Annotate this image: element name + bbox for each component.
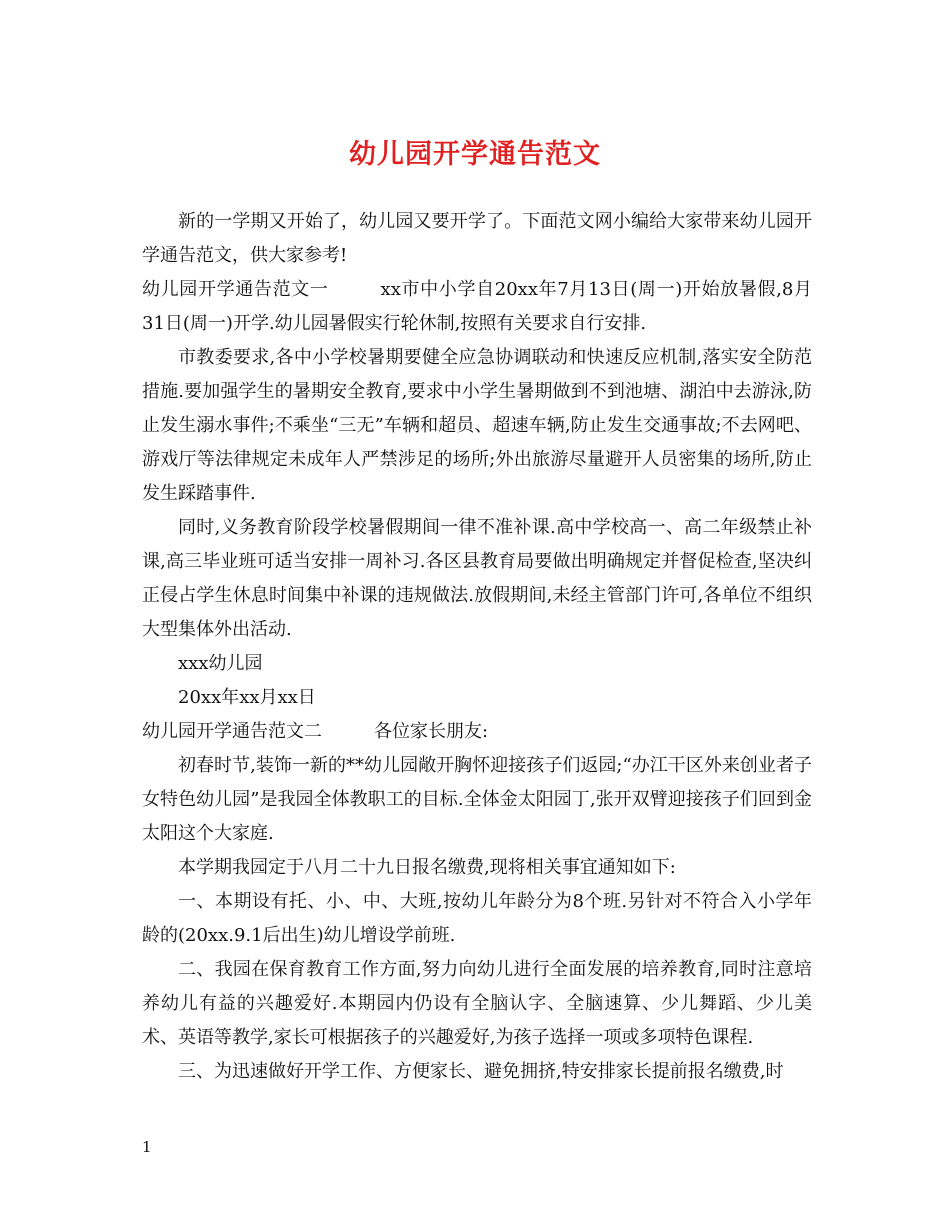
section1-heading: 幼儿园开学通告范文一 (142, 279, 329, 300)
list-item-3: 三、为迅速做好开学工作、方便家长、避免拥挤,特安排家长提前报名缴费,时 (178, 1061, 784, 1082)
document-title: 幼儿园开学通告范文 (349, 139, 601, 170)
section2-paragraph (142, 715, 812, 749)
intro-paragraph: 新的一学期又开始了，幼儿园又要开学了。下面范文网小编给大家带来幼儿园开学通告范文，供大家参考! (142, 211, 812, 266)
section2-greeting: 各位家长朋友: (374, 721, 489, 742)
tutoring-paragraph: 同时,义务教育阶段学校暑假期间一律不准补课.高中学校高一、高二年级禁止补课,高三毕业班可适当安排一周补习.各区县教育局要做出明确规定并督促检查,坚决纠正侵占学生休息时间集中补课的违规做法.放假期间,未经主管部门许可,各单位不组织大型集体外出活动. (142, 517, 812, 640)
section1-paragraph (142, 273, 812, 341)
signature-date: 20xx年xx月xx日 (178, 687, 316, 708)
section2-heading: 幼儿园开学通告范文二 (142, 721, 322, 742)
spring-paragraph: 初春时节,装饰一新的**幼儿园敞开胸怀迎接孩子们返园;“办江干区外来创业者子女特色幼儿园”是我园全体教职工的目标.全体金太阳园丁,张开双臂迎接孩子们回到金太阳这个大家庭. (142, 755, 812, 844)
page-number: 1 (142, 1138, 152, 1156)
document-body (142, 205, 812, 1089)
registration-paragraph: 本学期我园定于八月二十九日报名缴费,现将相关事宜通知如下: (178, 857, 676, 878)
safety-paragraph: 市教委要求,各中小学校暑期要健全应急协调联动和快速反应机制,落实安全防范措施.要加强学生的暑期安全教育,要求中小学生暑期做到不到池塘、湖泊中去游泳,防止发生溺水事件;不乘坐“三无”车辆和超员、超速车辆,防止发生交通事故;不去网吧、游戏厅等法律规定未成年人严禁涉足的场所;外出旅游尽量避开人员密集的场所,防止发生踩踏事件. (142, 347, 812, 504)
signature-org: xxx幼儿园 (178, 653, 263, 674)
list-item-1: 一、本期设有托、小、中、大班,按幼儿年龄分为8个班.另针对不符合入小学年龄的(20xx.9.1后出生)幼儿增设学前班. (142, 891, 812, 946)
list-item-2: 二、我园在保育教育工作方面,努力向幼儿进行全面发展的培养教育,同时注意培养幼儿有益的兴趣爱好.本期园内仍设有全脑认字、全脑速算、少儿舞蹈、少儿美术、英语等教学,家长可根据孩子的兴趣爱好,为孩子选择一项或多项特色课程. (142, 959, 812, 1048)
section1-lead: xx市中小学自20xx年7月13日(周一)开始放暑假,8月31日(周一)开学.幼儿园暑假实行轮休制,按照有关要求自行安排. (142, 279, 813, 334)
